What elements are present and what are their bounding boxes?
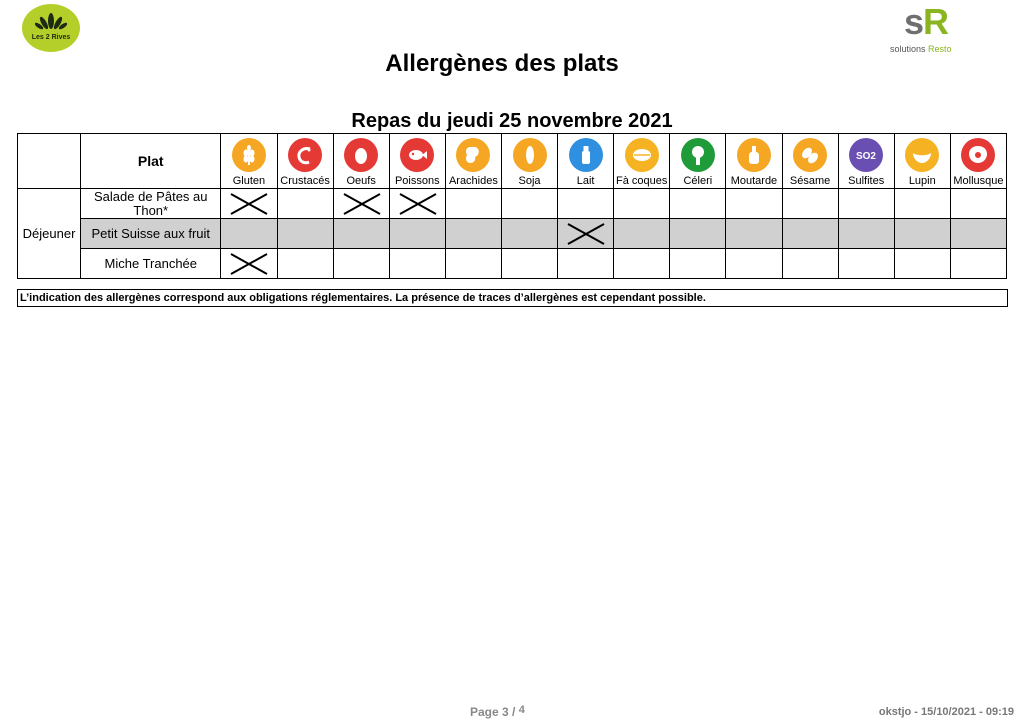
allergen-header-5 (501, 134, 557, 189)
allergen-header-7 (614, 134, 670, 189)
allergen-cell (333, 189, 389, 219)
page-number: Page 3 / 4 (470, 704, 525, 719)
allergen-cell (558, 189, 614, 219)
solutions-resto-logo (884, 1, 988, 56)
allergen-header-0 (221, 134, 277, 189)
allergen-present-mark (229, 192, 269, 216)
mustard-icon (737, 138, 771, 172)
allergen-cell (838, 219, 894, 249)
allergen-cell (558, 249, 614, 279)
svg-text:SO2: SO2 (856, 151, 877, 162)
allergen-cell (445, 219, 501, 249)
plat-header: Plat (81, 134, 221, 189)
dish-name: Miche Tranchée (81, 249, 221, 279)
allergen-name: Gluten (232, 175, 266, 187)
allergen-present-mark (229, 252, 269, 276)
dish-name: Salade de Pâtes au Thon* (81, 189, 221, 219)
milk-icon (569, 138, 603, 172)
allergen-cell (670, 189, 726, 219)
table-row (18, 249, 1007, 279)
allergen-cell (277, 219, 333, 249)
allergen-cell (950, 219, 1006, 249)
allergen-table (17, 133, 1007, 279)
mollusc-icon (961, 138, 995, 172)
allergen-disclaimer: L’indication des allergènes correspond aux obligations réglementaires. La présence de traces d’allergènes est cependant possible. (17, 289, 1008, 307)
allergen-cell (670, 219, 726, 249)
allergen-cell (838, 249, 894, 279)
allergen-cell (670, 249, 726, 279)
allergen-cell (894, 249, 950, 279)
allergen-name: Soja (518, 175, 541, 187)
allergen-header-8 (670, 134, 726, 189)
allergen-name: Sulfites (848, 175, 885, 187)
nut-icon (625, 138, 659, 172)
leaves-icon (35, 13, 67, 31)
allergen-cell (950, 249, 1006, 279)
allergen-cell (614, 249, 670, 279)
allergen-present-mark (566, 222, 606, 246)
allergen-header-12 (894, 134, 950, 189)
allergen-cell (558, 219, 614, 249)
allergen-cell (501, 219, 557, 249)
allergen-cell (445, 189, 501, 219)
allergen-cell (333, 219, 389, 249)
les-2-rives-logo (22, 4, 80, 52)
allergen-cell (501, 189, 557, 219)
allergen-header-13 (950, 134, 1006, 189)
allergen-cell (277, 189, 333, 219)
allergen-name: Sésame (789, 175, 831, 187)
allergen-header-4 (445, 134, 501, 189)
sr-mark: sR (904, 1, 949, 42)
allergen-name: Arachides (448, 175, 498, 187)
allergen-name: Oeufs (346, 175, 376, 187)
allergen-header-6 (558, 134, 614, 189)
allergen-name: Crustacés (280, 175, 330, 187)
allergen-cell (333, 249, 389, 279)
allergen-cell (726, 189, 782, 219)
allergen-cell (838, 189, 894, 219)
page-title: Allergènes des plats (385, 50, 619, 77)
allergen-cell (782, 249, 838, 279)
allergen-cell (614, 219, 670, 249)
so2-icon (849, 138, 883, 172)
table-row (18, 219, 1007, 249)
allergen-cell (501, 249, 557, 279)
allergen-present-mark (398, 192, 438, 216)
lupin-icon (905, 138, 939, 172)
allergen-name: Lupin (908, 175, 936, 187)
logo-subtitle: solutions Resto (890, 44, 952, 54)
allergen-header-3 (389, 134, 445, 189)
allergen-cell (221, 249, 277, 279)
allergen-cell (389, 249, 445, 279)
allergen-name: Lait (576, 175, 595, 187)
allergen-header-10 (782, 134, 838, 189)
allergen-cell (445, 249, 501, 279)
allergen-cell (726, 219, 782, 249)
allergen-cell (894, 189, 950, 219)
allergen-cell (782, 189, 838, 219)
allergen-header-1 (277, 134, 333, 189)
allergen-cell (389, 189, 445, 219)
allergen-name: Moutarde (730, 175, 778, 187)
allergen-header-2 (333, 134, 389, 189)
dish-name: Petit Suisse aux fruit (81, 219, 221, 249)
shrimp-icon (288, 138, 322, 172)
allergen-cell (389, 219, 445, 249)
allergen-cell (614, 189, 670, 219)
allergen-name: Poissons (394, 175, 440, 187)
meal-label: Déjeuner (18, 189, 81, 279)
soy-icon (513, 138, 547, 172)
allergen-header-11 (838, 134, 894, 189)
allergen-cell (782, 219, 838, 249)
wheat-icon (232, 138, 266, 172)
egg-icon (344, 138, 378, 172)
allergen-name: Mollusque (953, 175, 1004, 187)
allergen-present-mark (342, 192, 382, 216)
allergen-cell (894, 219, 950, 249)
allergen-cell (221, 219, 277, 249)
allergen-header-9 (726, 134, 782, 189)
logo-brand-text: Les 2 Rives (31, 34, 71, 41)
sesame-icon (793, 138, 827, 172)
peanut-icon (456, 138, 490, 172)
meal-header-cell (18, 134, 81, 189)
allergen-cell (726, 249, 782, 279)
allergen-name: Céleri (683, 175, 713, 187)
meal-date-title: Repas du jeudi 25 novembre 2021 (351, 110, 673, 132)
allergen-name: Fà coques (616, 175, 668, 187)
table-row (18, 189, 1007, 219)
fish-icon (400, 138, 434, 172)
allergen-cell (950, 189, 1006, 219)
print-stamp: okstjo - 15/10/2021 - 09:19 (878, 706, 1014, 718)
celery-icon (681, 138, 715, 172)
allergen-cell (277, 249, 333, 279)
allergen-cell (221, 189, 277, 219)
